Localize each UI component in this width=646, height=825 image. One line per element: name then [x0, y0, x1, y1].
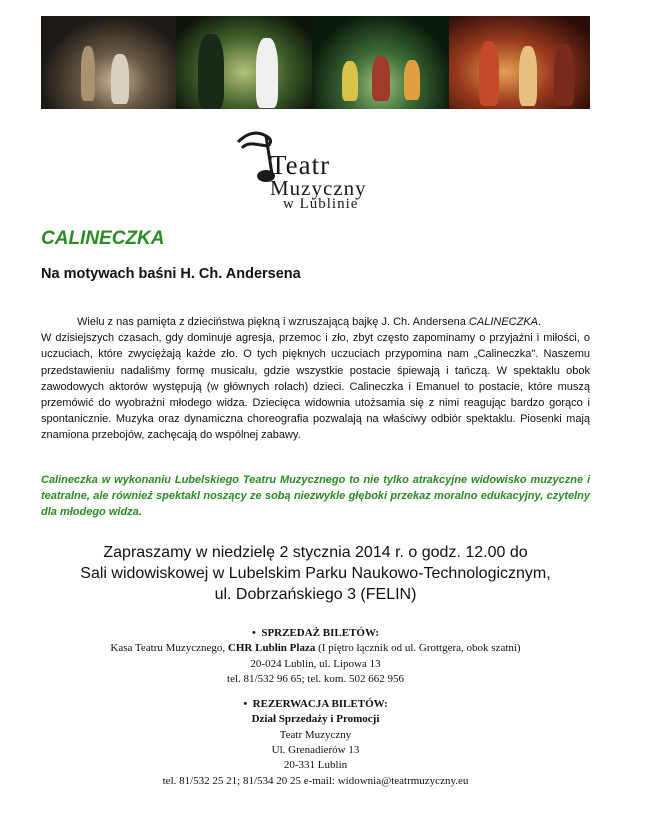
intro-first-prefix: Wielu z nas pamięta z dzieciństwa piękną i wzruszającą bajkę J. Ch. Andersena [77, 316, 469, 328]
page-subtitle: Na motywach baśni H. Ch. Andersena [41, 266, 301, 282]
page-title: CALINECZKA [41, 228, 165, 249]
reservation-heading [41, 697, 590, 712]
ticket-info [41, 626, 590, 789]
invite-line-1: Zapraszamy w niedzielę 2 stycznia 2014 r. o godz. 12.00 do [103, 544, 528, 561]
invitation [41, 542, 590, 605]
reservation-street: Ul. Grenadierów 13 [271, 744, 360, 757]
bullet-icon: • [251, 627, 256, 639]
intro-first-emph: CALINECZKA [468, 316, 538, 328]
header-photo-strip [41, 16, 590, 109]
intro-first-suffix: . [538, 316, 542, 328]
stage-photo-1 [41, 16, 176, 109]
stage-photo-3 [312, 16, 449, 109]
sales-line-1-bold: CHR Lublin Plaza [227, 642, 316, 655]
reservation-dept: Dział Sprzedaży i Promocji [251, 713, 380, 726]
sales-heading-text: SPRZEDAŻ BILETÓW: [261, 627, 380, 639]
sales-address: 20-024 Lublin, ul. Lipowa 13 [250, 657, 381, 670]
sales-line-1 [41, 641, 590, 656]
sales-phone: tel. 81/532 96 65; tel. kom. 502 662 956 [227, 672, 404, 685]
reservation-heading-text: REZERWACJA BILETÓW: [252, 698, 388, 711]
logo-line-2: Muzyczny [270, 176, 367, 200]
highlight-paragraph: Calineczka w wykonaniu Lubelskiego Teatru Muzycznego to nie tylko atrakcyjne widowisko muzyczne i teatralne, ale również spektakl noszący ze sobą niezwykle głęboki przekaz moralno edukacyjny, czytelny dla młodego widza. [41, 474, 590, 519]
logo-line-3: w Lublinie [283, 196, 359, 212]
invite-line-3: ul. Dobrzańskiego 3 (FELIN) [214, 586, 417, 603]
logo-line-1: Teatr [270, 150, 331, 180]
intro-paragraph [41, 314, 590, 444]
stage-photo-2 [176, 16, 312, 109]
reservation-org: Teatr Muzyczny [279, 728, 352, 741]
reservation-contact[interactable]: tel. 81/532 25 21; 81/534 20 25 e-mail: widownia@teatrmuzyczny.eu [162, 774, 469, 787]
sales-line-1-prefix: Kasa Teatru Muzycznego, [110, 642, 228, 655]
invite-line-2: Sali widowiskowej w Lubelskim Parku Naukowo-Technologicznym, [80, 565, 551, 582]
intro-rest: W dzisiejszych czasach, gdy dominuje agresja, przemoc i zło, zbyt często zapominamy o przyjaźni i miłości, o uczuciach, które zwyciężają każde zło. O tych pięknych uczuciach przypomina nam „Calineczka". Naszemu przedstawieniu nadaliśmy formę musicalu, gdzie wszystkie postacie śpiewają i tańczą. W spektaklu obok zawodowych aktorów występują (w głównych rolach) dzieci. Calineczka i Emanuel to postacie, które muszą przemówić do wyobraźni młodego widza. Dziecięca widownia utożsamia się z nimi reagując bardzo gorąco i spontanicznie. Muzyka oraz dynamiczna choreografia pozwalają na właściwy odbiór spektaklu. Piosenki mają znamiona przebojów, zachęcają do wspólnej zabawy. [41, 332, 590, 442]
stage-photo-4 [449, 16, 590, 109]
sales-heading [41, 626, 590, 641]
sales-line-1-suffix: (I piętro łącznik od ul. Grottgera, obok szatni) [315, 642, 521, 655]
bullet-icon: • [243, 698, 248, 711]
reservation-city: 20-331 Lublin [283, 759, 348, 772]
